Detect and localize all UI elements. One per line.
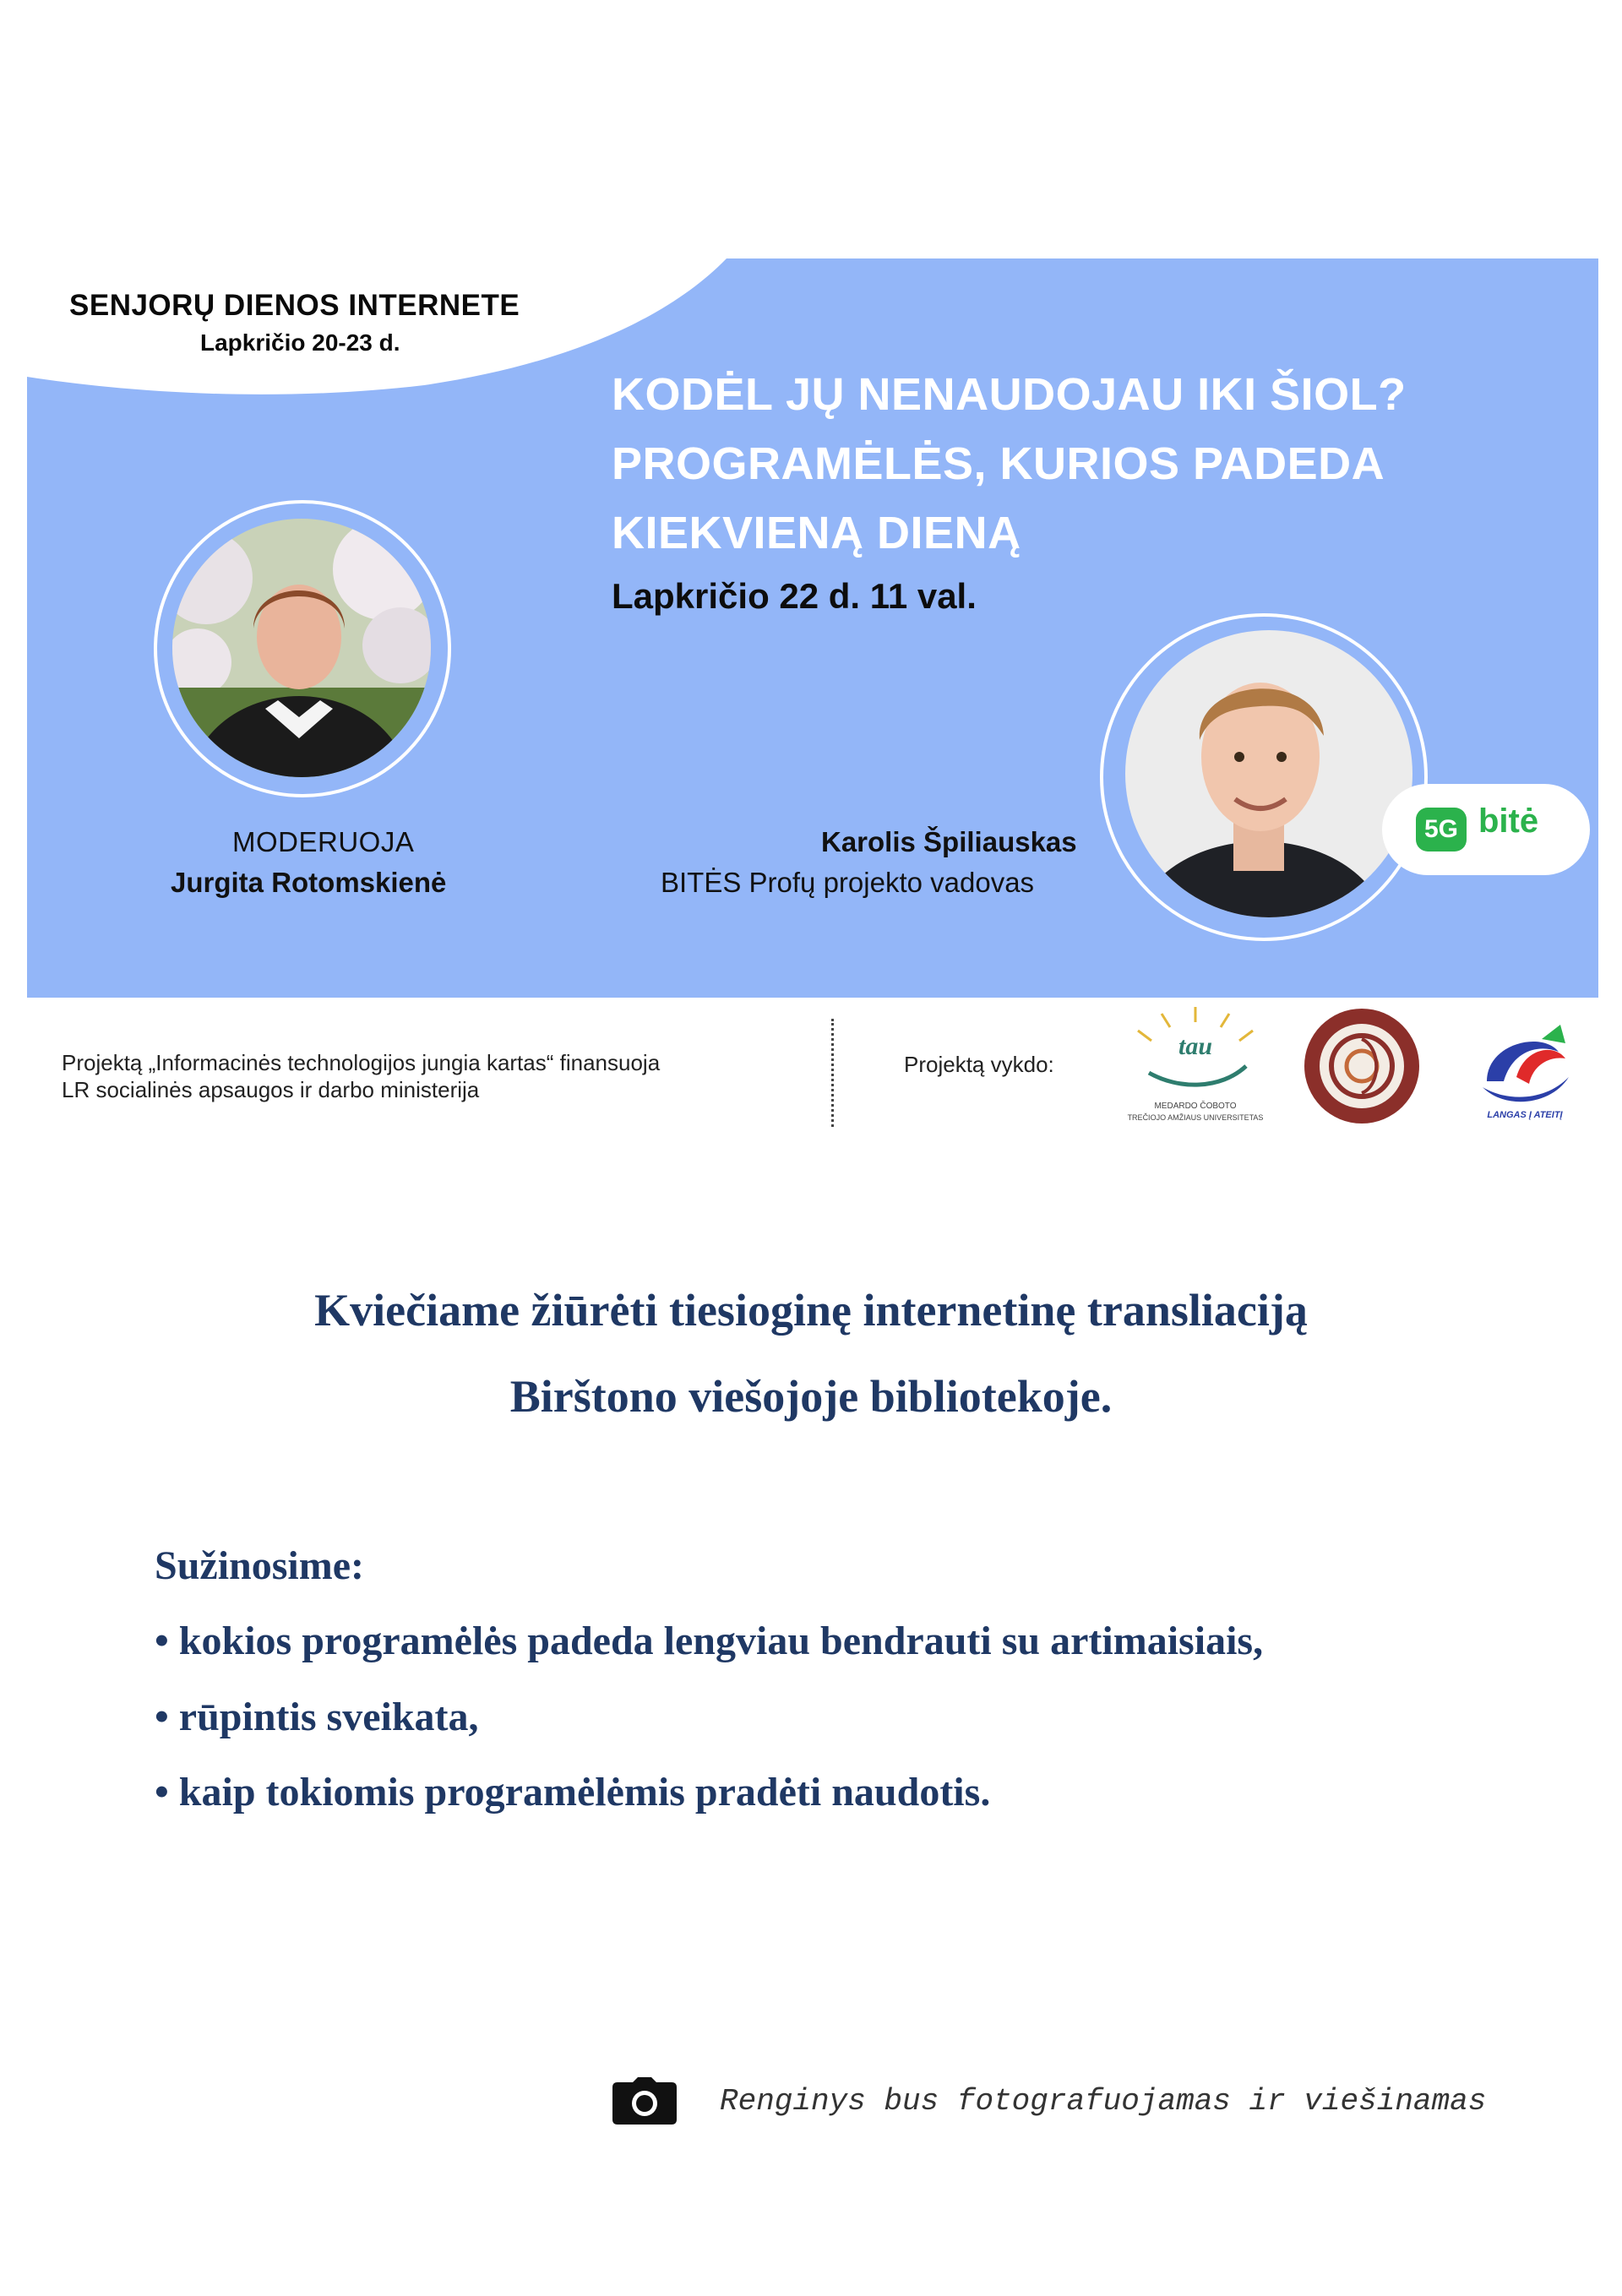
event-banner <box>27 258 1598 998</box>
badge-brand-label: bitė <box>1478 803 1539 840</box>
speaker-name: Karolis Špiliauskas <box>821 826 1077 857</box>
headline-line-3: KIEKVIENĄ DIENĄ <box>612 508 1021 558</box>
kaunas-tau-seal-logo <box>1301 1005 1423 1128</box>
executes-label: Projektą vykdo: <box>904 1052 1054 1077</box>
learn-heading: Sužinosime: <box>155 1543 365 1588</box>
tau-logo <box>1102 1005 1288 1132</box>
headline-line-2: PROGRAMĖLĖS, KURIOS PADEDA <box>612 438 1385 489</box>
funding-line-1: Projektą „Informacinės technologijos jungia kartas“ finansuoja <box>62 1050 661 1075</box>
event-dates: Lapkričio 20-23 d. <box>200 329 400 356</box>
speaker-role: BITĖS Profų projekto vadovas <box>661 867 1035 898</box>
camera-icon <box>612 2077 677 2125</box>
learn-item-3: • kaip tokiomis programėlėmis pradėti naudotis. <box>155 1770 991 1814</box>
badge-5g-label: 5G <box>1416 808 1467 851</box>
learn-item-1: • kokios programėlės padeda lengviau bendrauti su artimaisiais, <box>155 1619 1264 1663</box>
bite-5g-badge <box>1382 784 1590 875</box>
event-datetime: Lapkričio 22 d. 11 val. <box>612 576 977 616</box>
speaker-photo <box>1125 630 1412 917</box>
headline-line-1: KODĖL JŲ NENAUDOJAU IKI ŠIOL? <box>612 369 1407 420</box>
tau-caption-1: MEDARDO ČOBOTO <box>1154 1102 1237 1111</box>
photo-notice: Renginys bus fotografuojamas ir viešinamas <box>720 2084 1487 2119</box>
footer-divider <box>831 1019 834 1127</box>
langas-caption: LANGAS Į ATEITĮ <box>1487 1110 1563 1120</box>
funding-note <box>62 1049 660 1103</box>
moderator-role: MODERUOJA <box>232 826 415 857</box>
invite-line-1: Kviečiame žiūrėti tiesioginę internetinę transliaciją <box>314 1285 1308 1336</box>
tau-caption-2: TREČIOJO AMŽIAUS UNIVERSITETAS <box>1127 1113 1264 1122</box>
event-title: SENJORŲ DIENOS INTERNETE <box>69 289 520 322</box>
moderator-name: Jurgita Rotomskienė <box>171 867 447 898</box>
langas-i-ateiti-logo <box>1466 1018 1584 1124</box>
moderator-photo <box>172 519 431 777</box>
funding-line-2: LR socialinės apsaugos ir darbo ministerija <box>62 1077 480 1102</box>
invite-line-2: Birštono viešojoje bibliotekoje. <box>509 1371 1113 1422</box>
tau-mark: tau <box>1178 1032 1213 1060</box>
headline <box>612 360 1558 568</box>
learn-item-2: • rūpintis sveikata, <box>155 1695 479 1739</box>
